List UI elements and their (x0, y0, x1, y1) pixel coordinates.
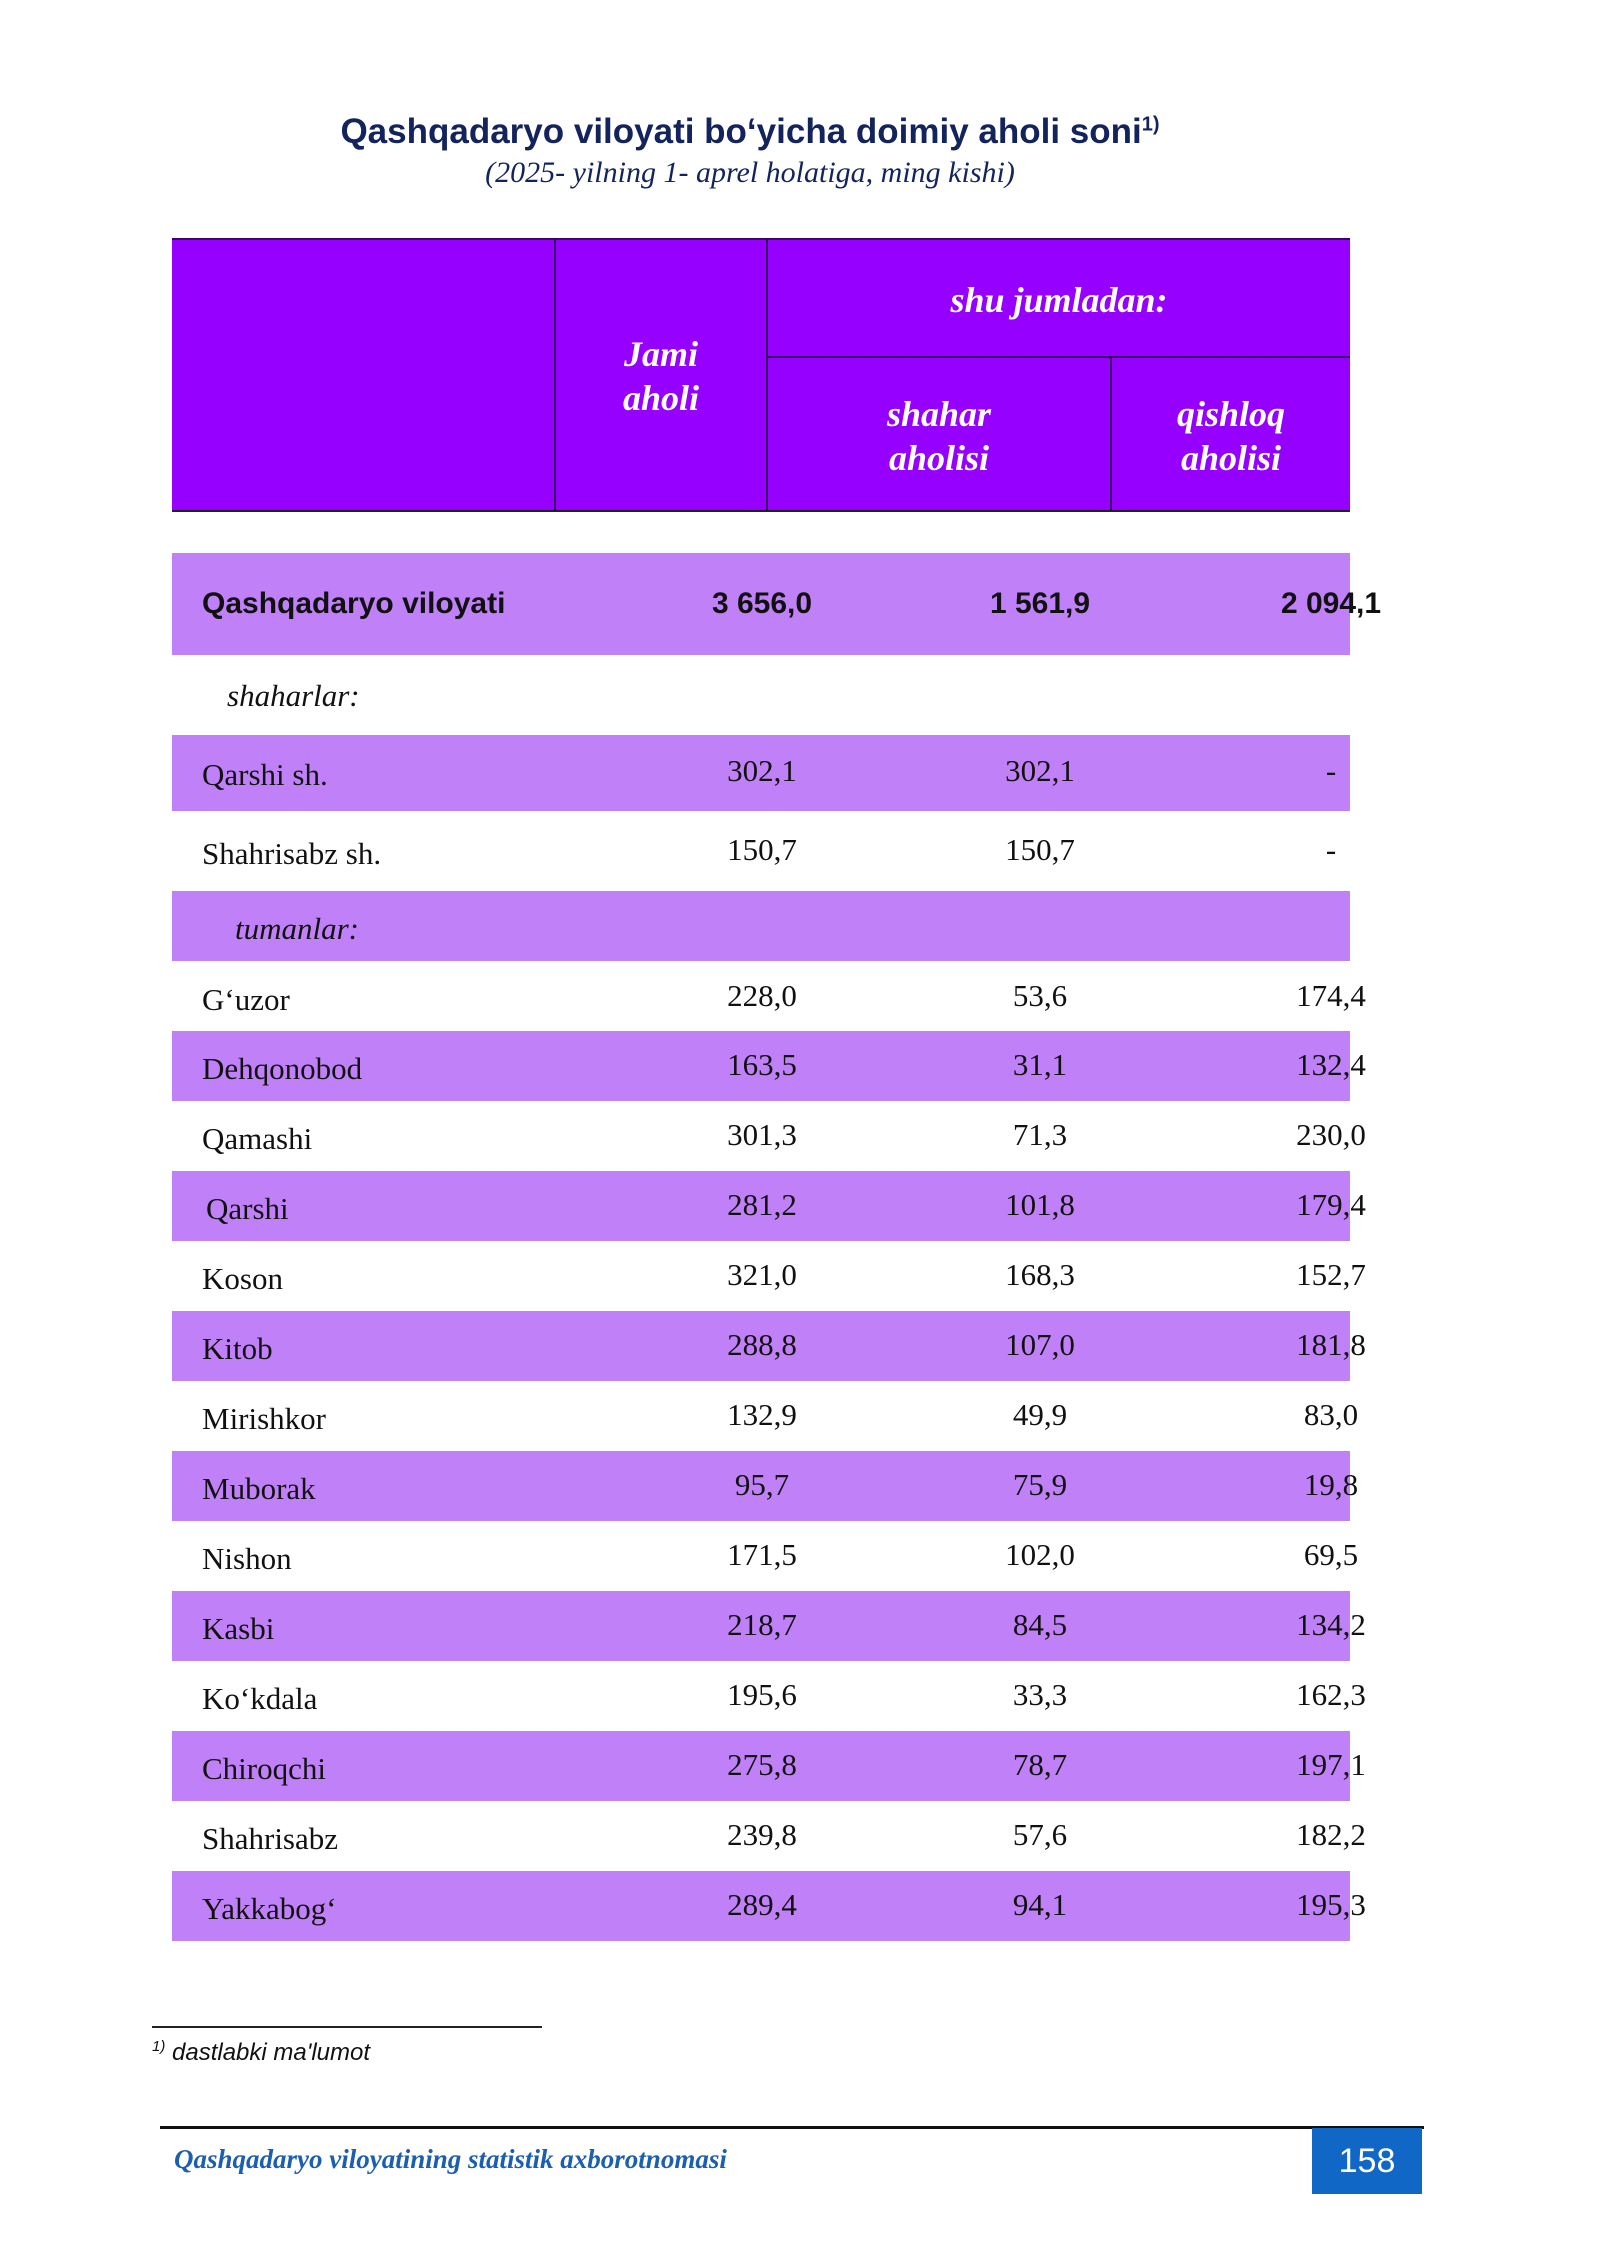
row-name: Nishon (202, 1541, 292, 1576)
row-name: Shahrisabz (202, 1821, 339, 1856)
row-total: 275,8 (727, 1747, 797, 1782)
footnote-divider (152, 2026, 542, 2028)
table-row-total (172, 553, 1382, 655)
row-rural: 230,0 (1296, 1117, 1366, 1152)
header-qishloq-aholisi: qishloq aholisi (1176, 394, 1286, 478)
row-rural: 2 094,1 (1280, 587, 1382, 620)
row-rural: 19,8 (1303, 1467, 1359, 1502)
row-rural: 83,0 (1303, 1397, 1359, 1432)
row-total: 218,7 (727, 1607, 797, 1642)
table-row (172, 1381, 1359, 1451)
header-shahar-aholisi: shahar aholisi (886, 394, 992, 478)
table-header (172, 238, 1350, 512)
row-urban: 168,3 (1005, 1257, 1075, 1292)
row-rural: - (1325, 832, 1337, 867)
section-districts (172, 891, 1350, 961)
row-urban: 302,1 (1005, 753, 1075, 788)
page-subtitle: (2025- yilning 1- aprel holatiga, ming kishi) (485, 156, 1015, 189)
row-name: Koson (202, 1261, 283, 1296)
row-total: 239,8 (727, 1817, 797, 1852)
row-urban: 84,5 (1012, 1607, 1068, 1642)
title-footnote-mark: 1) (1141, 113, 1160, 136)
section-label: tumanlar: (235, 911, 359, 946)
row-total: 95,7 (734, 1467, 790, 1502)
table-row (172, 1241, 1366, 1311)
row-urban: 107,0 (1005, 1327, 1075, 1362)
row-urban: 101,8 (1005, 1187, 1075, 1222)
row-urban: 102,0 (1005, 1537, 1075, 1572)
table-row (172, 962, 1366, 1032)
row-total: 228,0 (727, 978, 797, 1013)
row-rural: 69,5 (1303, 1537, 1359, 1572)
table-row (172, 1101, 1366, 1171)
row-urban: 1 561,9 (989, 587, 1091, 620)
row-urban: 31,1 (1012, 1047, 1068, 1082)
row-urban: 150,7 (1005, 832, 1075, 867)
table-row (172, 1031, 1366, 1101)
table-row (172, 1661, 1366, 1731)
row-rural: 134,2 (1296, 1607, 1366, 1642)
row-rural: - (1325, 753, 1337, 788)
row-name: Dehqonobod (202, 1051, 363, 1086)
row-name: Qashqadaryo viloyati (202, 587, 506, 620)
row-urban: 53,6 (1012, 978, 1068, 1013)
row-total: 132,9 (727, 1397, 797, 1432)
table-row (172, 1731, 1366, 1801)
row-urban: 78,7 (1012, 1747, 1068, 1782)
row-rural: 182,2 (1296, 1817, 1366, 1852)
row-total: 302,1 (727, 753, 797, 788)
row-name: Kasbi (202, 1611, 275, 1646)
row-urban: 71,3 (1012, 1117, 1068, 1152)
table-row (172, 1521, 1359, 1591)
row-urban: 49,9 (1012, 1397, 1068, 1432)
row-rural: 197,1 (1296, 1747, 1366, 1782)
row-urban: 94,1 (1012, 1887, 1068, 1922)
row-name: Qamashi (202, 1121, 313, 1156)
row-total: 288,8 (727, 1327, 797, 1362)
row-name: Chiroqchi (202, 1751, 326, 1786)
row-name: Qarshi sh. (202, 757, 328, 792)
page-number: 158 (1312, 2128, 1422, 2194)
row-rural: 181,8 (1296, 1327, 1366, 1362)
header-total-aholi: Jami aholi (622, 334, 700, 418)
footnote-mark: 1) (152, 2038, 166, 2055)
row-name: Shahrisabz sh. (202, 836, 382, 871)
header-divider (766, 356, 1350, 358)
row-total: 281,2 (727, 1187, 797, 1222)
row-urban: 75,9 (1012, 1467, 1068, 1502)
row-total: 321,0 (727, 1257, 797, 1292)
row-rural: 162,3 (1296, 1677, 1366, 1712)
row-name: Mirishkor (202, 1401, 326, 1436)
row-total: 289,4 (727, 1887, 797, 1922)
row-urban: 33,3 (1012, 1677, 1068, 1712)
footnote-text: dastlabki ma'lumot (172, 2039, 371, 2066)
row-name: Muborak (202, 1471, 316, 1506)
row-total: 301,3 (727, 1117, 797, 1152)
title-block (0, 112, 1500, 190)
row-name: Ko‘kdala (202, 1681, 318, 1716)
row-urban: 57,6 (1012, 1817, 1068, 1852)
row-total: 163,5 (727, 1047, 797, 1082)
row-name: G‘uzor (202, 982, 290, 1017)
row-total: 3 656,0 (711, 587, 813, 620)
row-rural: 132,4 (1296, 1047, 1366, 1082)
footnote (152, 2038, 370, 2067)
section-cities (172, 660, 1350, 730)
section-label: shaharlar: (227, 678, 360, 713)
table-row (172, 1451, 1359, 1521)
footer-divider (160, 2126, 1424, 2129)
row-rural: 174,4 (1296, 978, 1366, 1013)
page-title: Qashqadaryo viloyati bo‘yicha doimiy aholi soni$^{1)}$ (340, 112, 1160, 151)
row-name: Yakkabog‘ (202, 1891, 337, 1926)
row-total: 171,5 (727, 1537, 797, 1572)
header-shu-jumladan: shu jumladan: (950, 280, 1168, 320)
row-name: Kitob (202, 1331, 273, 1366)
row-rural: 152,7 (1296, 1257, 1366, 1292)
row-total: 150,7 (727, 832, 797, 867)
row-total: 195,6 (727, 1677, 797, 1712)
table-row (172, 1591, 1366, 1661)
row-rural: 195,3 (1296, 1887, 1366, 1922)
table-row (172, 735, 1350, 811)
table-row (172, 814, 1350, 890)
table-row (172, 1801, 1366, 1871)
row-name: Qarshi (206, 1191, 289, 1226)
row-rural: 179,4 (1296, 1187, 1366, 1222)
table-row (172, 1311, 1366, 1381)
table-row (172, 1171, 1366, 1241)
footer-publication-title: Qashqadaryo viloyatining statistik axborotnomasi (174, 2144, 727, 2174)
table-row (172, 1871, 1366, 1941)
